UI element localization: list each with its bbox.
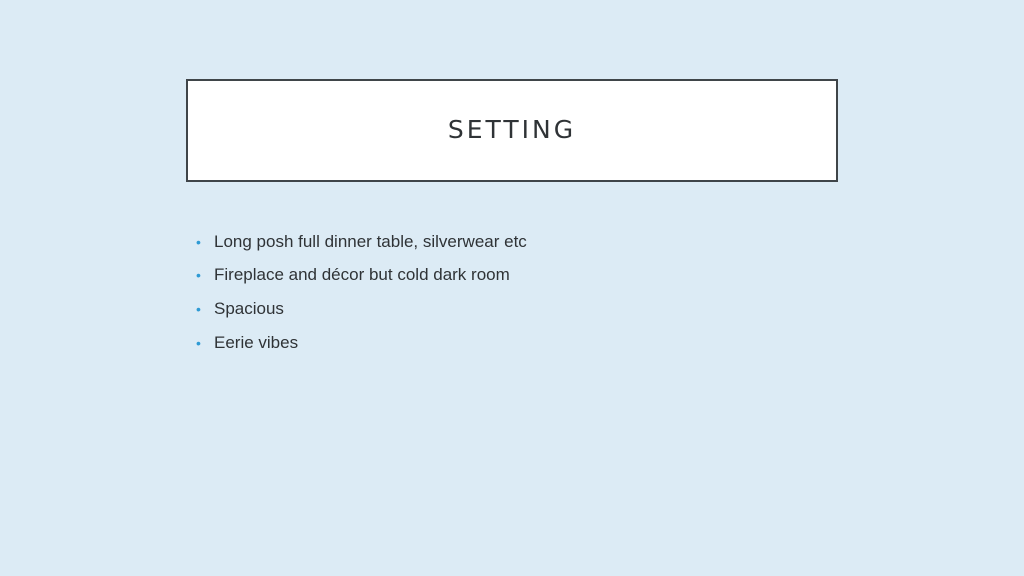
bullet-text: Fireplace and décor but cold dark room — [214, 265, 510, 285]
bullet-text: Eerie vibes — [214, 332, 299, 352]
bullet-item — [196, 292, 816, 326]
slide-title: SETTING — [447, 115, 577, 144]
bullet-icon: • — [196, 233, 201, 250]
title-box — [186, 79, 838, 182]
bullet-icon: • — [196, 300, 201, 317]
bullet-icon: • — [196, 267, 201, 284]
bullet-icon: • — [196, 334, 201, 351]
bullet-text: Spacious — [214, 298, 284, 318]
bullet-item — [196, 326, 816, 360]
bullet-item — [196, 259, 816, 293]
bullet-text: Long posh full dinner table, silverwear etc — [214, 231, 527, 251]
bullet-list — [196, 225, 816, 359]
bullet-item — [196, 225, 816, 259]
